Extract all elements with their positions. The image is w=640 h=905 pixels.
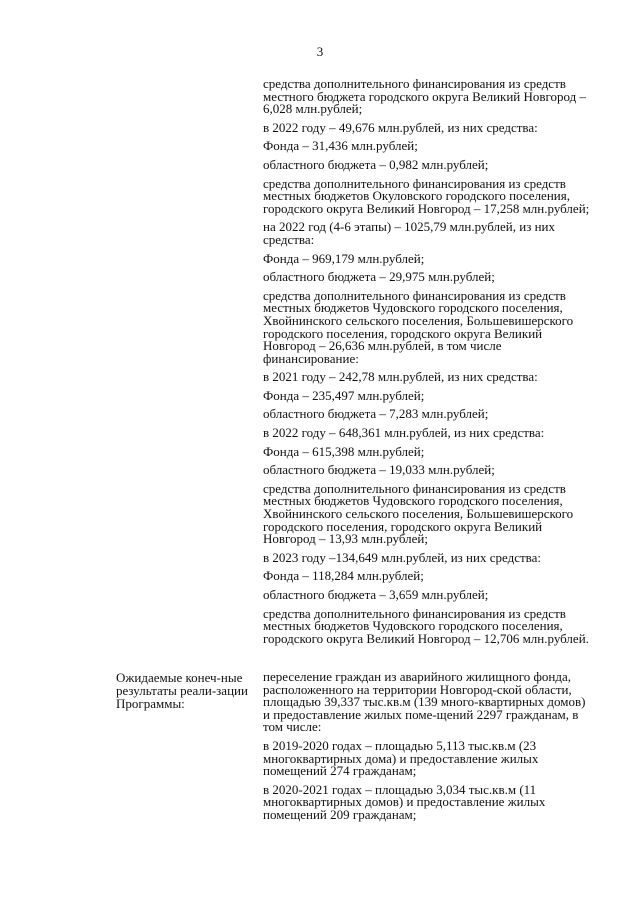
financing-paragraph: средства дополнительного финансирования из средств местных бюджетов Чудовского городского поселения, Хвойнинского сельского поселения, Большевишерского городского поселения, городского округа Великий Новгород – 26,636 млн.рублей, в том числе финансирование: [263, 287, 574, 366]
financing-paragraph: средства дополнительного финансирования из средств местных бюджетов Чудовского городского поселения, городского округа Великий Новгород – 12,706 млн.рублей. [263, 605, 589, 646]
financing-paragraph: на 2022 год (4-6 этапы) – 1025,79 млн.рублей, из них средства: [263, 219, 556, 247]
financing-paragraph: областного бюджета – 3,659 млн.рублей; [263, 587, 489, 602]
financing-paragraph: Фонда – 235,497 млн.рублей; [263, 387, 425, 403]
financing-paragraph: Фонда – 118,284 млн.рублей; [263, 568, 424, 584]
financing-paragraph: в 2022 году – 648,361 млн.рублей, из них средства: [263, 425, 545, 441]
financing-paragraph: в 2022 году – 49,676 млн.рублей, из них средства: [263, 119, 538, 135]
financing-paragraph: Фонда – 615,398 млн.рублей; [263, 443, 425, 459]
financing-paragraph: средства дополнительного финансирования из средств местного бюджета городского округа Великий Новгород – 6,028 млн.рублей; [263, 76, 587, 117]
results-paragraph: в 2020-2021 годах – площадью 3,034 тыс.кв.м (11 многоквартирных домов) и предоставление жилых помещений 209 гражданам; [263, 781, 546, 822]
page-number: 3 [316, 44, 324, 59]
financing-paragraph: областного бюджета – 7,283 млн.рублей; [263, 406, 489, 422]
financing-paragraph: областного бюджета – 0,982 млн.рублей; [263, 156, 489, 172]
results-paragraph: в 2019-2020 годах – площадью 5,113 тыс.кв.м (23 многоквартирных дома) и предоставление жилых помещений 274 гражданам; [263, 737, 539, 779]
expected-results-label: Ожидаемые конеч-ные результаты реали-зации Программы: [116, 670, 248, 711]
financing-paragraph: Фонда – 31,436 млн.рублей; [263, 138, 418, 154]
financing-column [263, 78, 593, 651]
financing-paragraph: средства дополнительного финансирования из средств местных бюджетов Окуловского городского поселения, городского округа Великий Новгород – 17,258 млн.рублей; [263, 175, 590, 216]
results-paragraph: переселение граждан из аварийного жилищного фонда, расположенного на территории Новгород-ской области, площадью 39,337 тыс.кв.м (139 много-квартирных домов) и предоставление жилых поме-щений 2297 гражданам, в том числе: [263, 669, 586, 735]
financing-paragraph: в 2023 году –134,649 млн.рублей, из них средства: [263, 549, 542, 565]
results-column [263, 671, 593, 828]
financing-paragraph: средства дополнительного финансирования из средств местных бюджетов Чудовского городского поселения, Хвойнинского сельского поселения, Большевишерского городского поселения, городского округа Великий Новгород – 13,93 млн.рублей; [263, 480, 574, 547]
financing-paragraph: в 2021 году – 242,78 млн.рублей, из них средства: [263, 369, 538, 385]
financing-paragraph: областного бюджета – 29,975 млн.рублей; [263, 269, 495, 285]
financing-paragraph: Фонда – 969,179 млн.рублей; [263, 250, 425, 266]
financing-paragraph: областного бюджета – 19,033 млн.рублей; [263, 462, 495, 478]
